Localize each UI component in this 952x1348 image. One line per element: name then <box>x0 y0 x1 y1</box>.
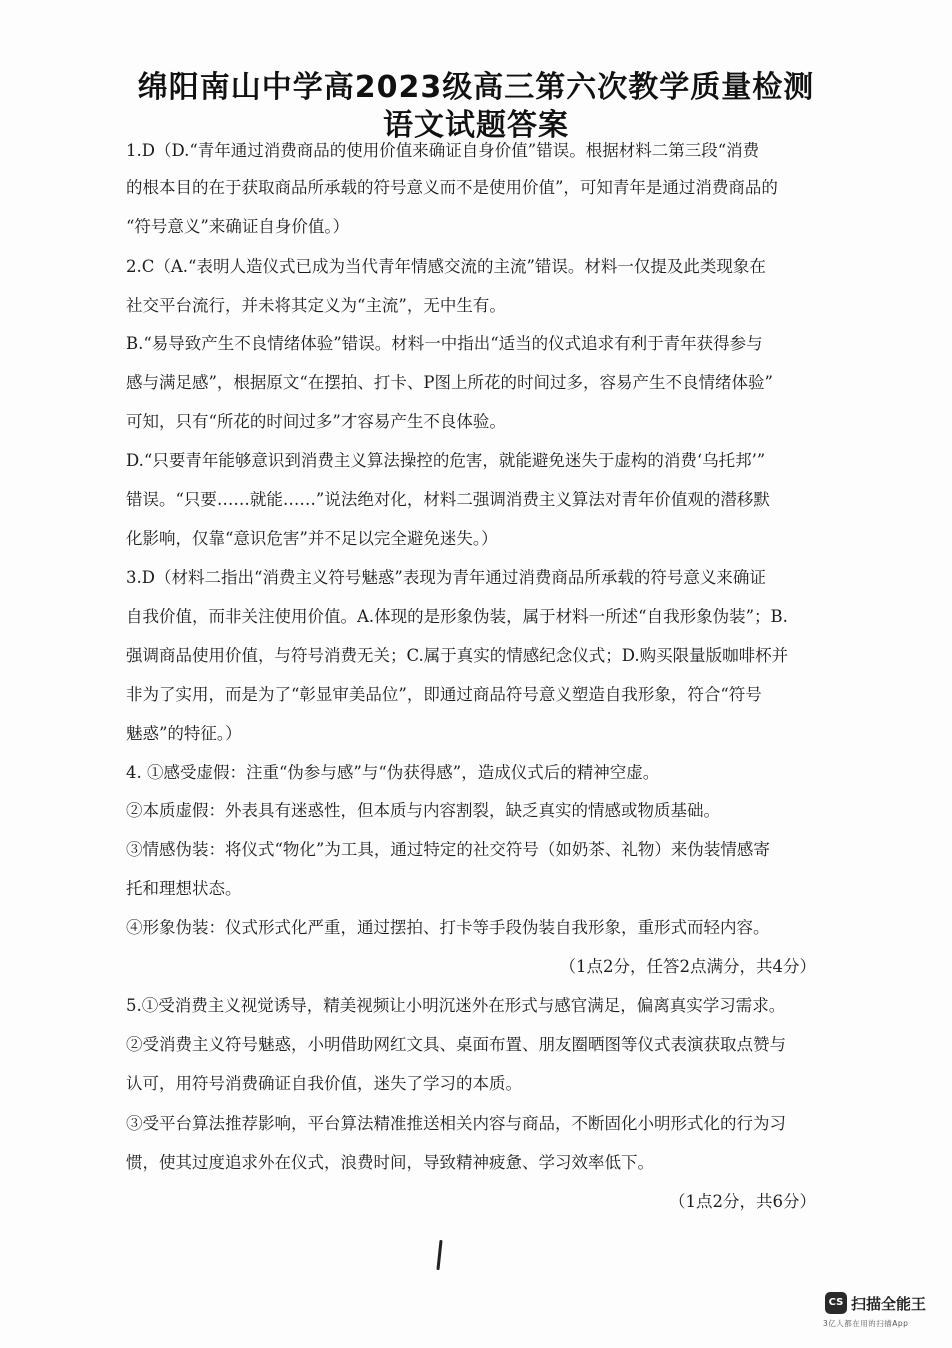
score-note: （1点2分，任答2点满分，共4分） <box>559 957 816 976</box>
answer-text-line: 自我价值，而非关注使用价值。A.体现的是形象伪装，属于材料一所述“自我形象伪装”；B. <box>126 607 788 626</box>
answer-text-line: ③情感伪装：将仪式“物化”为工具，通过特定的社交符号（如奶茶、礼物）来伪装情感寄 <box>126 840 770 859</box>
answer-text-line: B.“易导致产生不良情绪体验”错误。材料一中指出“适当的仪式追求有利于青年获得参与 <box>126 334 763 353</box>
camscanner-logo-icon: CS <box>825 1292 847 1314</box>
answer-text-line: ③受平台算法推荐影响，平台算法精准推送相关内容与商品，不断固化小明形式化的行为习 <box>126 1114 786 1133</box>
score-note: （1点2分，共6分） <box>669 1192 816 1211</box>
watermark-app-name: 扫描全能王 <box>851 1295 927 1313</box>
answer-text-line: 托和理想状态。 <box>126 879 242 898</box>
answer-text-line: 感与满足感”，根据原文“在摆拍、打卡、P图上所花的时间过多，容易产生不良情绪体验” <box>126 373 773 392</box>
answer-text-line: 非为了实用，而是为了“彰显审美品位”，即通过商品符号意义塑造自我形象，符合“符号 <box>126 685 762 704</box>
answer-text-line: 1.D（D.“青年通过消费商品的使用价值来确证自身价值”错误。根据材料二第三段“消费 <box>126 141 760 160</box>
answer-text-line: 5.①受消费主义视觉诱导，精美视频让小明沉迷外在形式与感官满足，偏离真实学习需求。 <box>126 996 786 1015</box>
answer-text-line: 可知，只有“所花的时间过多”才容易产生不良体验。 <box>126 412 506 431</box>
answer-text-line: 3.D（材料二指出“消费主义符号魅惑”表现为青年通过消费商品所承载的符号意义来确证 <box>126 568 766 587</box>
answer-text-line: 2.C（A.“表明人造仪式已成为当代青年情感交流的主流”错误。材料一仅提及此类现象在 <box>126 257 766 276</box>
answer-text-line: 的根本目的在于获取商品所承载的符号意义而不是使用价值”，可知青年是通过消费商品的 <box>126 178 778 197</box>
answer-text-line: “符号意义”来确证自身价值。） <box>126 217 350 236</box>
document-title: 绵阳南山中学高2023级高三第六次教学质量检测 <box>137 70 815 105</box>
answer-text-line: ②本质虚假：外表具有迷惑性，但本质与内容割裂，缺乏真实的情感或物质基础。 <box>126 801 720 820</box>
answer-text-line: 化影响，仅靠“意识危害”并不足以完全避免迷失。） <box>126 529 498 548</box>
answer-text-line: 社交平台流行，并未将其定义为“主流”，无中生有。 <box>126 296 506 315</box>
watermark-tagline: 3亿人都在用的扫描App <box>823 1319 909 1328</box>
answer-text-line: 强调商品使用价值，与符号消费无关；C.属于真实的情感纪念仪式；D.购买限量版咖啡杯并 <box>126 646 789 665</box>
answer-text-line: 4. ①感受虚假：注重“伪参与感”与“伪获得感”，造成仪式后的精神空虚。 <box>126 763 660 782</box>
document-subtitle: 语文试题答案 <box>383 108 569 143</box>
answer-text-line: 魅惑”的特征。） <box>126 724 242 743</box>
scanner-watermark <box>819 1290 934 1334</box>
answer-text-line: 错误。“只要……就能……”说法绝对化，材料二强调消费主义算法对青年价值观的潜移默 <box>126 490 770 509</box>
pen-mark <box>436 1240 442 1270</box>
answer-text-line: ④形象伪装：仪式形式化严重，通过摆拍、打卡等手段伪装自我形象，重形式而轻内容。 <box>126 918 770 937</box>
answer-text-line: ②受消费主义符号魅惑，小明借助网红文具、桌面布置、朋友圈晒图等仪式表演获取点赞与 <box>126 1035 786 1054</box>
answer-text-line: 认可，用符号消费确证自我价值，迷失了学习的本质。 <box>126 1074 522 1093</box>
answer-text-line: D.“只要青年能够意识到消费主义算法操控的危害，就能避免迷失于虚构的消费‘乌托邦’” <box>126 451 766 470</box>
answer-text-line: 惯，使其过度追求外在仪式，浪费时间，导致精神疲惫、学习效率低下。 <box>126 1153 654 1172</box>
